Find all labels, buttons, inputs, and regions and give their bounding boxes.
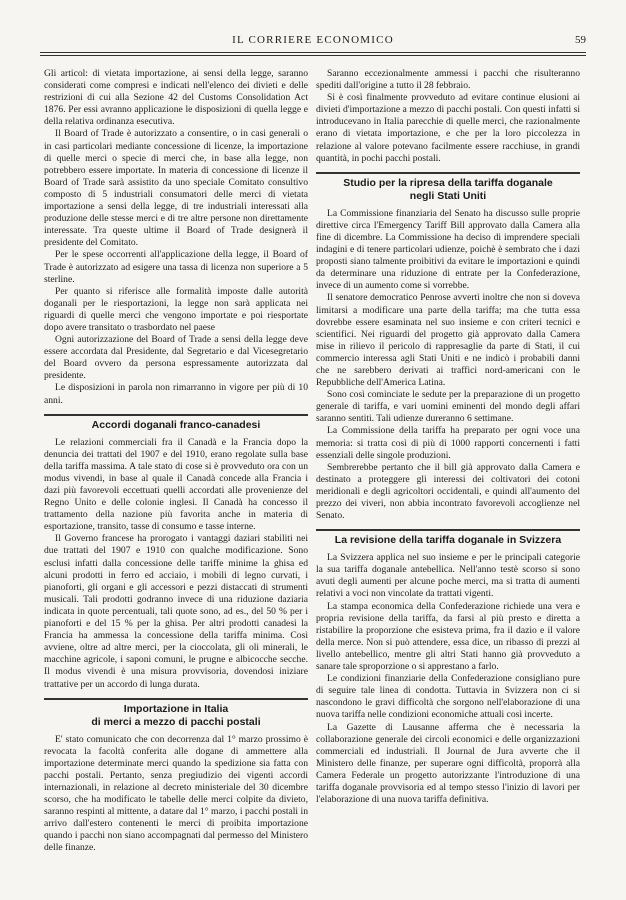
journal-title: IL CORRIERE ECONOMICO (232, 34, 394, 46)
paragraph: Le disposizioni in parola non rimarranno in vigore per più di 10 anni. (44, 382, 308, 406)
paragraph: E' stato comunicato che con decorrenza dal 1° marzo prossimo è revocata la facoltà conferita alle dogane di ammettere alla importazione determinate merci quando la spedizione sia fatta con pacchi postali. Pertanto, senza pregiudizio dei vigenti accordi internazionali, in relazione al decreto ministeriale del 30 dicembre scorso, che ha modificato le tabelle delle merci colpite da divieto, saranno respinti al mittente, a datare dal 1° marzo, i pacchi postali in arrivo dall'estero contenenti le merci di proibita importazione quando i pacchi non siano accompagnati dal permesso del Ministero delle finanze. (44, 733, 308, 854)
section-divider (316, 172, 580, 174)
paragraph: La Gazette di Lausanne afferma che è necessaria la collaborazione generale dei circoli economici e delle organizzazioni commerciali ed industriali. Il Journal de Jura avverte che il Ministero delle finanze, per superare ogni difficoltà, proporrà alla Camera Federale un progetto autorizzante l'introduzione di una tariffa doganale provvisoria ed al tempo stesso l'inizio di lavori per l'elaborazione di una nuova tariffa definitiva. (316, 721, 580, 806)
paragraph: Il senatore democratico Penrose avvertì inoltre che non si doveva limitarsi a modificare una parte della tariffa; ma che tutta essa dovrebbe essere esaminata nel suo insieme e con criteri tecnici e scientifici. Nei riguardi del progetto già approvato dalla Camera mise in rilievo il pericolo di rappresaglie da parte di Stati, il cui commercio interessa agli Stati Uniti e ne indicò i probabili danni che ne sarebbero derivati ai traffici nord-americani con le Repubbliche dell'America Latina. (316, 292, 580, 389)
intro-block (44, 68, 308, 407)
section-title: La revisione della tariffa doganale in Svizzera (334, 534, 562, 547)
section-title-line: negli Stati Uniti (409, 189, 487, 202)
section-title (44, 703, 308, 729)
paragraph: La Commissione finanziaria del Senato ha discusso sulle proprie direttive circa l'Emergency Tariff Bill approvato dalla Camera alla fine di dicembre. La Commissione ha deciso di imprendere speciali indagini e di tenere particolari udienze, poichè è sembrato che i dazi proposti siano talmente proibitivi da evitare le importazioni e quindi da determinare una riduzione di entrate per la Confederazione, invece di un aumento come si vorrebbe. (316, 207, 580, 292)
section-title-line: di merci a mezzo di pacchi postali (91, 715, 261, 728)
section-title: Accordi doganali franco-canadesi (91, 418, 261, 431)
paragraph: Sono così cominciate le sedute per la preparazione di un progetto generale di tariffa, e vari uomini eminenti del mondo degli affari saranno sentiti. Tali udienze dureranno 6 settimane. (316, 389, 580, 425)
paragraph: Le relazioni commerciali fra il Canadà e la Francia dopo la denuncia dei trattati del 1907 e del 1910, erano regolate sulla base della tariffa massima. A tale stato di cose si è provveduto ora con un modus vivendi, in base al quale il Canadà concede alla Francia i dazi più favorevoli eccettuati quelli accordati alle provenienze del Regno Unito e delle colonie inglesi. Il Canadà ha concesso il trattamento della nazione più favorita anche in materia di esportazione, transito, tasse di consumo e tasse interne. (44, 436, 308, 533)
paragraph: Saranno eccezionalmente ammessi i pacchi che risulteranno spediti dall'origine a tutto il 28 febbraio. (316, 68, 580, 92)
paragraph: Per le spese occorrenti all'applicazione della legge, il Board of Trade è autorizzato ad esigere una tassa di licenza non superiore a 5 sterline. (44, 249, 308, 285)
left-column (44, 68, 308, 855)
page-header (40, 34, 586, 50)
paragraph: Sembrerebbe pertanto che il bill già approvato dalla Camera e destinato a proteggere gli interessi dei coltivatori dei cotoni meridionali e degli agricoltori occidentali, e quindi all'aumento del prezzo dei viveri, non abbia incontrato favorevoli accoglienze nel Senato. (316, 461, 580, 522)
paragraph: Si è così finalmente provveduto ad evitare continue elusioni ai divieti d'importazione a mezzo di pacchi postali. Con questi infatti si introducevano in Italia parecchie di quelle merci, che razionalmente erano di vietata importazione, e che per la loro piccolezza in relazione al valore potevano facilmente essere racchiuse, in grandi quantità, in pochi pacchi postali. (316, 92, 580, 164)
section-divider (44, 698, 308, 700)
header-rule-bottom (40, 55, 586, 56)
paragraph: Ogni autorizzazione del Board of Trade a sensi della legge deve essere accordata dal Presidente, dal Segretario e dal Vicesegretario del Board ovvero da persona espressamente autorizzata dal presidente. (44, 334, 308, 382)
paragraph: La Commissione della tariffa ha preparato per ogni voce una memoria: si tratta così di più di 1000 rapporti concernenti i fatti essenziali delle singole produzioni. (316, 425, 580, 461)
paragraph: Il Governo francese ha prorogato i vantaggi daziari stabiliti nei due trattati del 1907 e 1910 con qualche modificazione. Sono esclusi infatti dalla concessione delle tariffe minime la ghisa ed alcuni prodotti in ferro ed acciaio, i mobili di legno curvati, i pianoforti, gli organi e gli accessori e pezzi distaccati di strumenti musicali. Tali prodotti godranno invece di una riduzione daziaria indicata in quote percentuali, tali quote sono, ad es., del 50 % per i pianoforti e del 15 % per la ghisa. Per altri prodotti canadesi la Francia ha ammessa la concessione della tariffa minima. Così avviene, oltre ad altre merci, per la cioccolata, gli oli minerali, le macchine agricole, i saponi comuni, le prugne e albicocche secche. Il modus vivendi è una misura provvisoria, dovendosi iniziare trattative per un accordo di lunga durata. (44, 533, 308, 690)
paragraph: Per quanto si riferisce alle formalità imposte dalle autorità doganali per le riesportazioni, la legge non sarà applicata nei riguardi di quelle merci che vengono importate e poi riesportate dopo avere transitato o trasbordato nel paese (44, 285, 308, 333)
right-column (316, 68, 580, 806)
section-title (316, 177, 580, 203)
header-rule-top (40, 52, 586, 53)
paragraph: Le condizioni finanziarie della Confederazione consigliano pure di seguire tale linea di condotta. Tuttavia in Svizzera non ci si nascondono le gravi difficoltà che sorgono nell'elaborazione di una nuova tariffa nelle condizioni economiche attuali così incerte. (316, 673, 580, 721)
paragraph: Gli articol: di vietata importazione, ai sensi della legge, saranno considerati come compresi e indicati nell'elenco dei divieti e delle restrizioni di cui alla Sezione 42 del Customs Consolidation Act 1876. Per essi avranno applicazione le disposizioni di quella legge e della relativa ordinanza esecutiva. (44, 68, 308, 128)
paragraph: La stampa economica della Confederazione richiede una vera e propria revisione della tariffa, da farsi al più presto e diretta a ristabilire la proporzione che esisteva prima, fra il dazio e il valore della merce. Non si può attendere, essa dice, un ribasso di prezzi al livello antebellico, mentre gli altri Stati hanno già provveduto a sanare tale sproporzione o si apprestano a farlo. (316, 600, 580, 673)
paragraph: La Svizzera applica nel suo insieme e per le principali categorie la sua tariffa doganale antebellica. Nell'anno testè scorso si sono avuti degli aumenti per alcune poche merci, ma si tratta di aumenti relativi a voci non vincolate da trattati vigenti. (316, 552, 580, 600)
paragraph: Il Board of Trade è autorizzato a consentire, o in casi generali o in casi particolari mediante concessione di licenze, la importazione di quelle merci o specie di merci che, in base alla legge, non potrebbero essere importate. In materia di concessione di licenze il Board of Trade sarà assistito da uno speciale Comitato consultivo composto di 5 industriali consumatori delle merci di vietata importazione a sensi della legge, di tre industriali interessati alla produzione delle stesse merci e di tre altre persone non direttamente interessate. Tra queste ultime il Board of Trade designerà il presidente del Comitato. (44, 128, 308, 249)
section-title-line: Studio per la ripresa della tariffa doganale (343, 176, 553, 189)
section-title-line: Importazione in Italia (123, 702, 229, 715)
section-divider (44, 414, 308, 416)
section-divider (316, 529, 580, 531)
page-number: 59 (575, 34, 586, 46)
